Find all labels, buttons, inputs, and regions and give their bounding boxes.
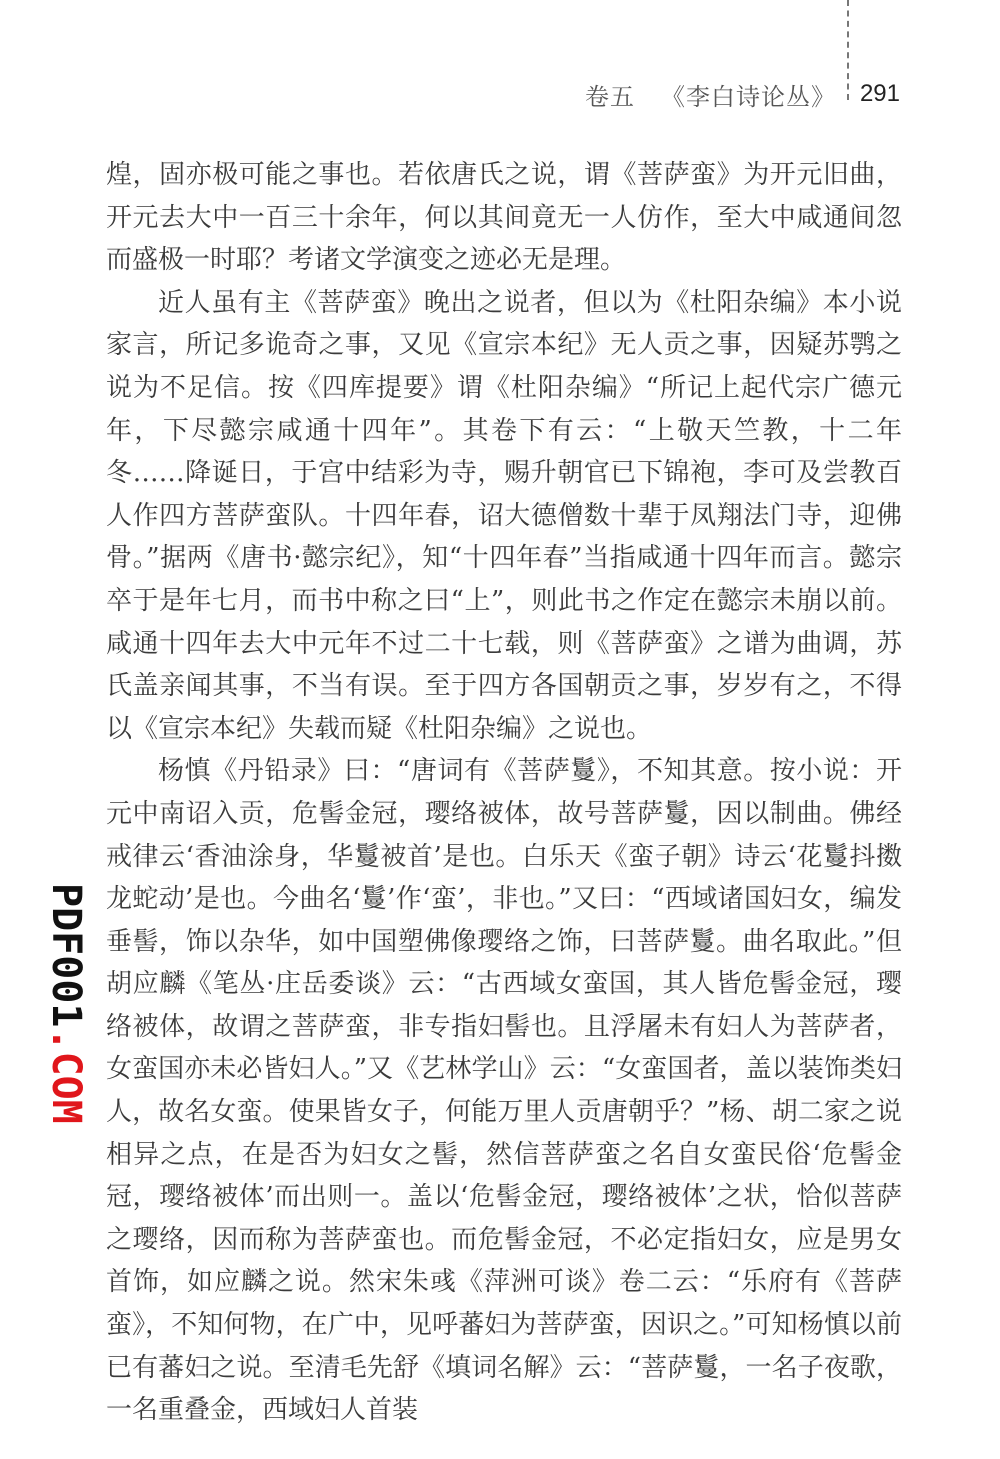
body-text (106, 154, 902, 1432)
watermark-logo (43, 883, 89, 1123)
watermark-suffix: .COM (43, 1027, 89, 1124)
header-book-title: 《李白诗论丛》 (660, 82, 836, 111)
paragraph-continued: 煌，固亦极可能之事也。若依唐氏之说，谓《菩萨蛮》为开元旧曲，开元去大中一百三十余年，何以其间竟无一人仿作，至大中咸通间忽而盛极一时耶？考诸文学演变之迹必无是理。 (106, 160, 902, 276)
paragraph: 杨慎《丹铅录》曰：“唐词有《菩萨鬘》，不知其意。按小说：开元中南诏入贡，危髻金冠，璎络被体，故号菩萨鬘，因以制曲。佛经戒律云‘香油涂身，华鬘被首’是也。白乐天《蛮子朝》诗云‘花鬘抖擞龙蛇动’是也。今曲名‘鬘’作‘蛮’，非也。”又曰：“西域诸国妇女，编发垂髻，饰以杂华，如中国塑佛像璎络之饰，曰菩萨鬘。曲名取此。”但胡应麟《笔丛·庄岳委谈》云：“古西域女蛮国，其人皆危髻金冠，璎络被体，故谓之菩萨蛮，非专指妇髻也。且浮屠未有妇人为菩萨者，女蛮国亦未必皆妇人。”又《艺林学山》云：“女蛮国者，盖以装饰类妇人，故名女蛮。使果皆女子，何能万里人贡唐朝乎？”杨、胡二家之说相异之点，在是否为妇女之髻，然信菩萨蛮之名自女蛮民俗‘危髻金冠，璎络被体’而出则一。盖以‘危髻金冠，璎络被体’之状，恰似菩萨之璎络，因而称为菩萨蛮也。而危髻金冠，不必定指妇女，应是男女首饰，如应麟之说。然宋朱彧《萍洲可谈》卷二云：“乐府有《菩萨蛮》，不知何物，在广中，见呼蕃妇为菩萨蛮，因识之。”可知杨慎以前已有蕃妇之说。至清毛先舒《填词名解》云：“菩萨鬘，一名子夜歌，一名重叠金，西域妇人首装 (106, 756, 902, 1426)
watermark-prefix: PDF001 (43, 883, 89, 1028)
running-header (585, 74, 900, 114)
header-section-label: 卷五 (584, 82, 635, 111)
paragraph: 近人虽有主《菩萨蛮》晚出之说者，但以为《杜阳杂编》本小说家言，所记多诡奇之事，又见《宣宗本纪》无人贡之事，因疑苏鹗之说为不足信。按《四库提要》谓《杜阳杂编》“所记上起代宗广德元年，下尽懿宗咸通十四年”。其卷下有云：“上敬天竺教，十二年冬……降诞日，于宫中结彩为寺，赐升朝官已下锦袍，李可及尝教百人作四方菩萨蛮队。十四年春，诏大德僧数十辈于凤翔法门寺，迎佛骨。”据两《唐书·懿宗纪》，知“十四年春”当指咸通十四年而言。懿宗卒于是年七月，而书中称之曰“上”，则此书之作定在懿宗未崩以前。咸通十四年去大中元年不过二十七载，则《菩萨蛮》之谱为曲调，苏氏盖亲闻其事，不当有误。至于四方各国朝贡之事，岁岁有之，不得以《宣宗本纪》失载而疑《杜阳杂编》之说也。 (106, 287, 902, 744)
page-number: 291 (859, 80, 900, 107)
